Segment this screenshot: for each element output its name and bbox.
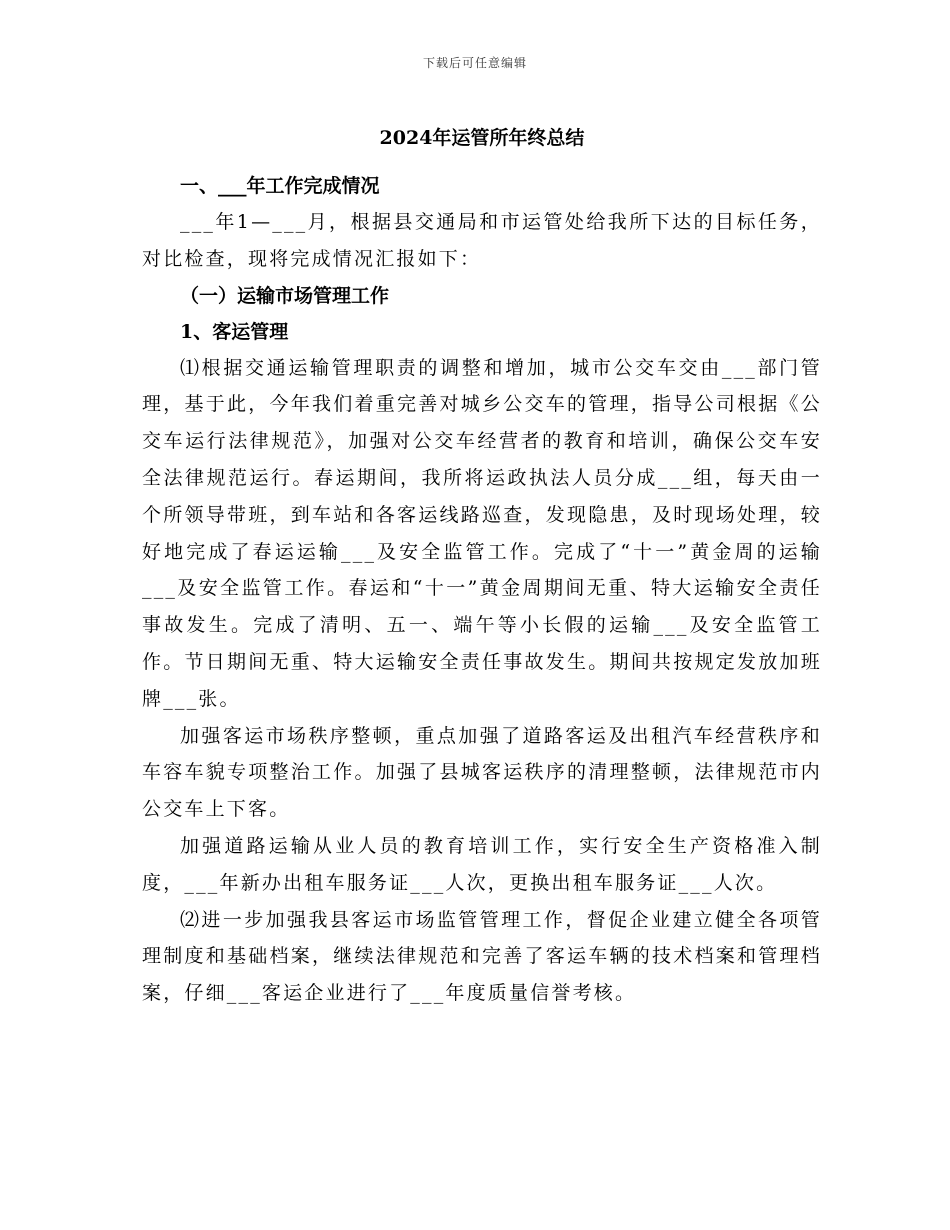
paragraph-market-order: 加强客运市场秩序整顿，重点加强了道路客运及出租汽车经营秩序和车容车貌专项整治工作。加强了县城客运秩序的清理整顿，法律规范市内公交车上下客。 xyxy=(142,724,822,821)
paragraph-supervision: ⑵进一步加强我县客运市场监管管理工作，督促企业建立健全各项管理制度和基础档案，继续法律规范和完善了客运车辆的技术档案和管理档案，仔细___客运企业进行了___年度质量信誉考核。 xyxy=(142,908,822,1005)
subsection-heading-passenger-transport: 1、客运管理 xyxy=(180,320,289,343)
header-note: 下载后可任意编辑 xyxy=(422,56,527,70)
document-title: 2024年运管所年终总结 xyxy=(379,127,585,149)
paragraph-training: 加强道路运输从业人员的教育培训工作，实行安全生产资格准入制度，___年新办出租车服务证___人次，更换出租车服务证___人次。 xyxy=(142,834,822,894)
section-heading-1: 一、___年工作完成情况 xyxy=(180,175,380,197)
document-body xyxy=(142,118,822,1012)
subsection-heading-transport-market: （一）运输市场管理工作 xyxy=(180,284,390,307)
paragraph-passenger-management: ⑴根据交通运输管理职责的调整和增加，城市公交车交由___部门管理，基于此，今年我们着重完善对城乡公交车的管理，指导公司根据《公交车运行法律规范》，加强对公交车经营者的教育和培训，确保公交车安全法律规范运行。春运期间，我所将运政执法人员分成___组，每天由一个所领导带班，到车站和各客运线路巡查，发现隐患，及时现场处理，较好地完成了春运运输___及安全监管工作。完成了“十一”黄金周的运输___及安全监管工作。春运和“十一”黄金周期间无重、特大运输安全责任事故发生。完成了清明、五一、端午等小长假的运输___及安全监管工作。节日期间无重、特大运输安全责任事故发生。期间共按规定发放加班牌___张。 xyxy=(142,356,822,710)
intro-paragraph: ___年1—___月，根据县交通局和市运管处给我所下达的目标任务，对比检查，现将完成情况汇报如下： xyxy=(142,211,822,270)
